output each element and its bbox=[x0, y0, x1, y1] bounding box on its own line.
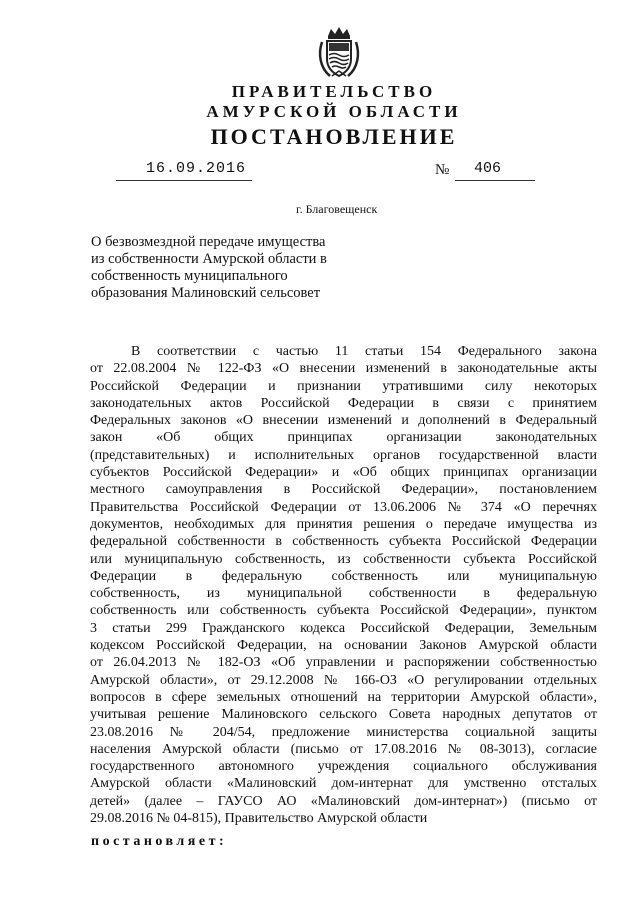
subject-line: образования Малиновский сельсовет bbox=[91, 285, 321, 301]
subject-line: О безвозмездной передаче имущества bbox=[91, 234, 326, 250]
body-line: от 22.08.2004 № 122-ФЗ «О внесении изменений в законодательные акты bbox=[90, 361, 597, 377]
body-line: Федерации в федеральную собственность или муниципальную bbox=[90, 568, 597, 584]
body-line: законодательных актов Российской Федерации в связи с принятием bbox=[90, 395, 597, 411]
number-sign: № bbox=[435, 162, 450, 178]
body-line: или муниципальную собственность, из собственности субъекта Российской bbox=[90, 551, 597, 567]
body-line: кодексом Российской Федерации, на основании Законов Амурской области bbox=[90, 638, 597, 654]
body-line: закон «Об общих принципах организации законодательных bbox=[90, 430, 597, 446]
body-line: собственность или собственность субъекта Российской Федерации», пунктом bbox=[90, 603, 597, 619]
subject-line: собственность муниципального bbox=[91, 268, 288, 284]
body-line: собственность, из муниципальной собственности в федеральную bbox=[90, 586, 597, 602]
body-line: Правительства Российской Федерации от 13.06.2006 № 374 «О перечнях bbox=[90, 499, 597, 515]
government-title: ПРАВИТЕЛЬСТВО bbox=[231, 82, 437, 101]
document-subject bbox=[91, 234, 391, 302]
body-line: детей» (далее – ГАУСО АО «Малиновский дом-интернат») (письмо от bbox=[90, 793, 597, 809]
document-number: 406 bbox=[474, 160, 502, 177]
coat-of-arms-icon bbox=[316, 26, 362, 80]
body-line: государственного автономного учреждения социального обслуживания bbox=[90, 759, 597, 775]
document-type-title: ПОСТАНОВЛЕНИЕ bbox=[210, 124, 458, 149]
preamble-text bbox=[90, 343, 597, 827]
body-line: населения Амурской области (письмо от 17.08.2016 № 08-3013), согласие bbox=[90, 741, 597, 757]
body-line: 3 статьи 299 Гражданского кодекса Российской Федерации, Земельным bbox=[90, 620, 597, 636]
body-line: вопросов в сфере земельных отношений на территории Амурской области», bbox=[90, 689, 597, 705]
body-line: В соответствии с частью 11 статьи 154 Федерального закона bbox=[131, 344, 597, 359]
body-line: 23.08.2016 № 204/54, предложение министерства социальной защиты bbox=[90, 724, 597, 740]
body-line: субъектов Российской Федерации» и «Об общих принципах организации bbox=[90, 465, 597, 481]
body-line: Амурской области «Малиновский дом-интернат для умственно отсталых bbox=[90, 776, 597, 792]
document-date: 16.09.2016 bbox=[146, 160, 247, 177]
body-line: документов, необходимых для принятия решения о передаче имущества из bbox=[90, 516, 597, 532]
decree-word: постановляет: bbox=[91, 834, 228, 849]
region-title: АМУРСКОЙ ОБЛАСТИ bbox=[206, 102, 462, 121]
body-line: 29.08.2016 № 04-815), Правительство Амурской области bbox=[90, 811, 428, 827]
number-underline bbox=[455, 180, 535, 181]
date-underline bbox=[116, 180, 252, 181]
body-line: местного самоуправления в Российской Федерации», постановлением bbox=[90, 482, 597, 498]
body-line: от 26.04.2013 № 182-ОЗ «Об управлении и распоряжении собственностью bbox=[90, 655, 597, 671]
body-line: (представительных) и исполнительных органов государственной власти bbox=[90, 447, 597, 463]
body-line: Амурской области», от 29.12.2008 № 166-ОЗ «О регулировании отдельных bbox=[90, 672, 597, 688]
body-line: Федеральных законов «О внесении изменений и дополнений в Федеральный bbox=[90, 413, 597, 429]
subject-line: из собственности Амурской области в bbox=[91, 251, 327, 267]
city-label: г. Благовещенск bbox=[296, 202, 378, 216]
body-line: федеральной собственности в собственность субъекта Российской Федерации bbox=[90, 534, 597, 550]
body-line: учитывая решение Малиновского сельского Совета народных депутатов от bbox=[90, 707, 597, 723]
body-line: Российской Федерации и признании утратившими силу некоторых bbox=[90, 378, 597, 394]
